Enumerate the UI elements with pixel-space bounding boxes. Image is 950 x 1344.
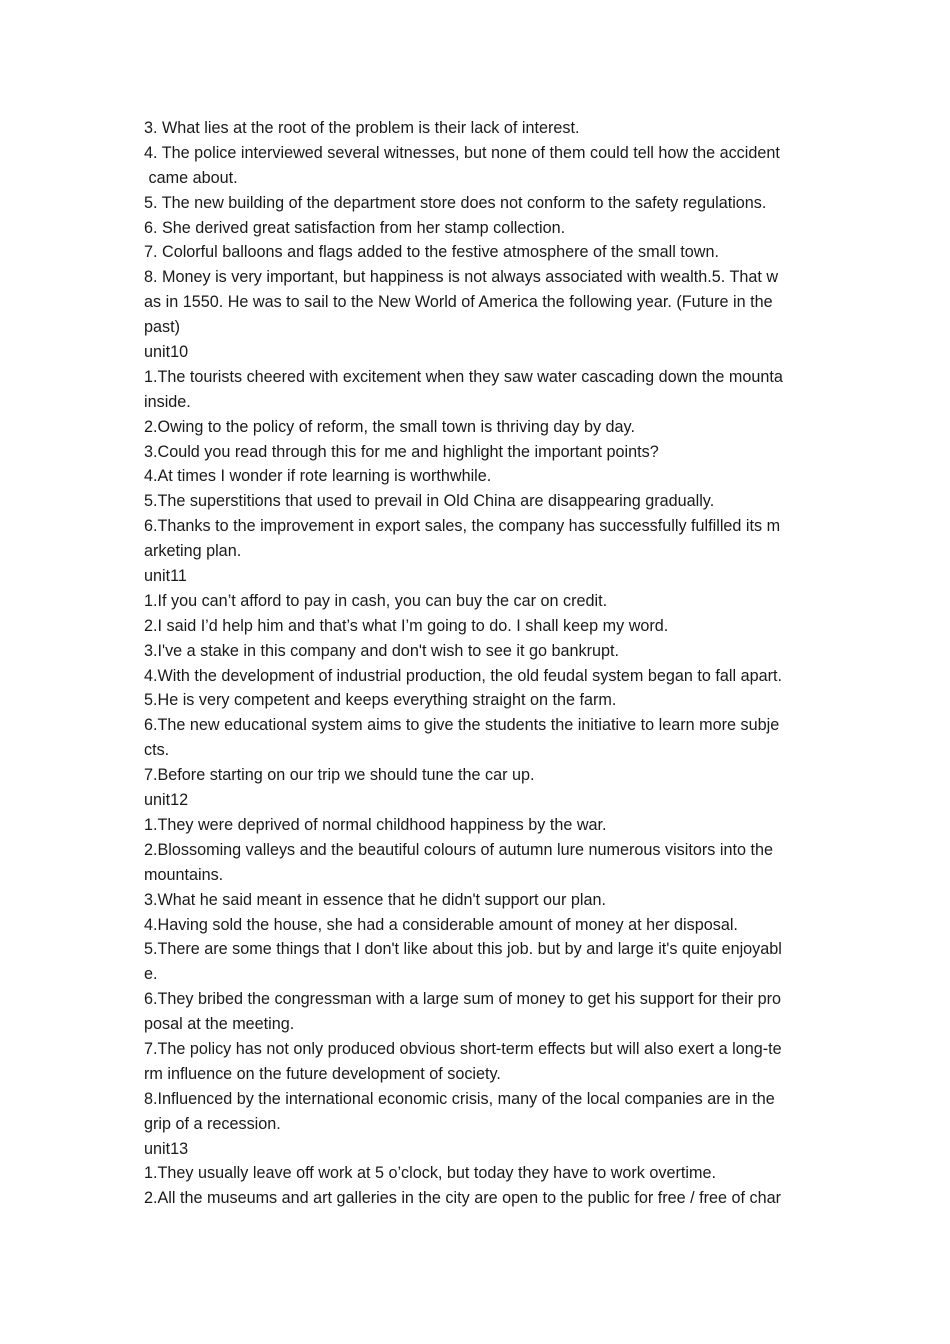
text-line: as in 1550. He was to sail to the New World of America the following year. (Future in the	[144, 293, 773, 312]
text-line: 4.With the development of industrial production, the old feudal system began to fall apart.	[144, 666, 782, 685]
text-line: past)	[144, 318, 180, 337]
text-line: 6.They bribed the congressman with a large sum of money to get his support for their pro	[144, 990, 782, 1009]
unit-heading: unit10	[144, 343, 189, 362]
text-line: 2.All the museums and art galleries in the city are open to the public for free / free of char	[144, 1189, 782, 1208]
text-line: 6. She derived great satisfaction from her stamp collection.	[144, 218, 566, 237]
document-text	[144, 116, 814, 1211]
text-line: 1.The tourists cheered with excitement when they saw water cascading down the mounta	[144, 367, 783, 386]
text-line: 7. Colorful balloons and flags added to the festive atmosphere of the small town.	[144, 243, 719, 262]
text-line: 1.They were deprived of normal childhood happiness by the war.	[144, 815, 607, 834]
text-line: 2.Blossoming valleys and the beautiful colours of autumn lure numerous visitors into the	[144, 840, 773, 859]
text-line: e.	[144, 965, 158, 984]
text-line: 6.The new educational system aims to give the students the initiative to learn more subje	[144, 716, 780, 735]
unit-heading: unit13	[144, 1139, 189, 1158]
text-line: 6.Thanks to the improvement in export sales, the company has successfully fulfilled its m	[144, 517, 781, 536]
text-line: 5. The new building of the department store does not conform to the safety regulations.	[144, 193, 767, 212]
text-line: 5.He is very competent and keeps everything straight on the farm.	[144, 691, 617, 710]
text-line: 8.Influenced by the international economic crisis, many of the local companies are in the	[144, 1089, 775, 1108]
text-line: came about.	[144, 168, 238, 187]
text-line: grip of a recession.	[144, 1114, 281, 1133]
text-line: 8. Money is very important, but happiness is not always associated with wealth.5. That w	[144, 268, 779, 287]
text-line: 3. What lies at the root of the problem is their lack of interest.	[144, 119, 580, 137]
text-line: posal at the meeting.	[144, 1015, 295, 1034]
text-line: 4. The police interviewed several witnesses, but none of them could tell how the accident	[144, 143, 780, 162]
text-line: 1.They usually leave off work at 5 o’clock, but today they have to work overtime.	[144, 1164, 716, 1183]
text-line: rm influence on the future development of society.	[144, 1064, 501, 1083]
text-line: mountains.	[144, 865, 224, 884]
text-line: arketing plan.	[144, 542, 242, 561]
text-line: 3.I've a stake in this company and don't wish to see it go bankrupt.	[144, 641, 619, 660]
text-line: 3.Could you read through this for me and highlight the important points?	[144, 442, 659, 461]
text-line: 2.I said I’d help him and that’s what I’m going to do. I shall keep my word.	[144, 616, 669, 635]
text-line: 2.Owing to the policy of reform, the small town is thriving day by day.	[144, 417, 635, 436]
text-line: 1.If you can’t afford to pay in cash, you can buy the car on credit.	[144, 591, 608, 610]
text-line: inside.	[144, 392, 191, 411]
text-line: cts.	[144, 741, 170, 760]
unit-heading: unit12	[144, 791, 189, 810]
text-line: 7.The policy has not only produced obvious short-term effects but will also exert a long-te	[144, 1039, 782, 1058]
text-line: 3.What he said meant in essence that he didn't support our plan.	[144, 890, 607, 909]
unit-heading: unit11	[144, 567, 187, 586]
text-line: 4.Having sold the house, she had a considerable amount of money at her disposal.	[144, 915, 738, 934]
text-line: 4.At times I wonder if rote learning is worthwhile.	[144, 467, 492, 486]
text-line: 5.There are some things that I don't like about this job. but by and large it's quite enjoyabl	[144, 940, 782, 959]
text-line: 7.Before starting on our trip we should tune the car up.	[144, 766, 535, 785]
text-line: 5.The superstitions that used to prevail in Old China are disappearing gradually.	[144, 492, 715, 511]
